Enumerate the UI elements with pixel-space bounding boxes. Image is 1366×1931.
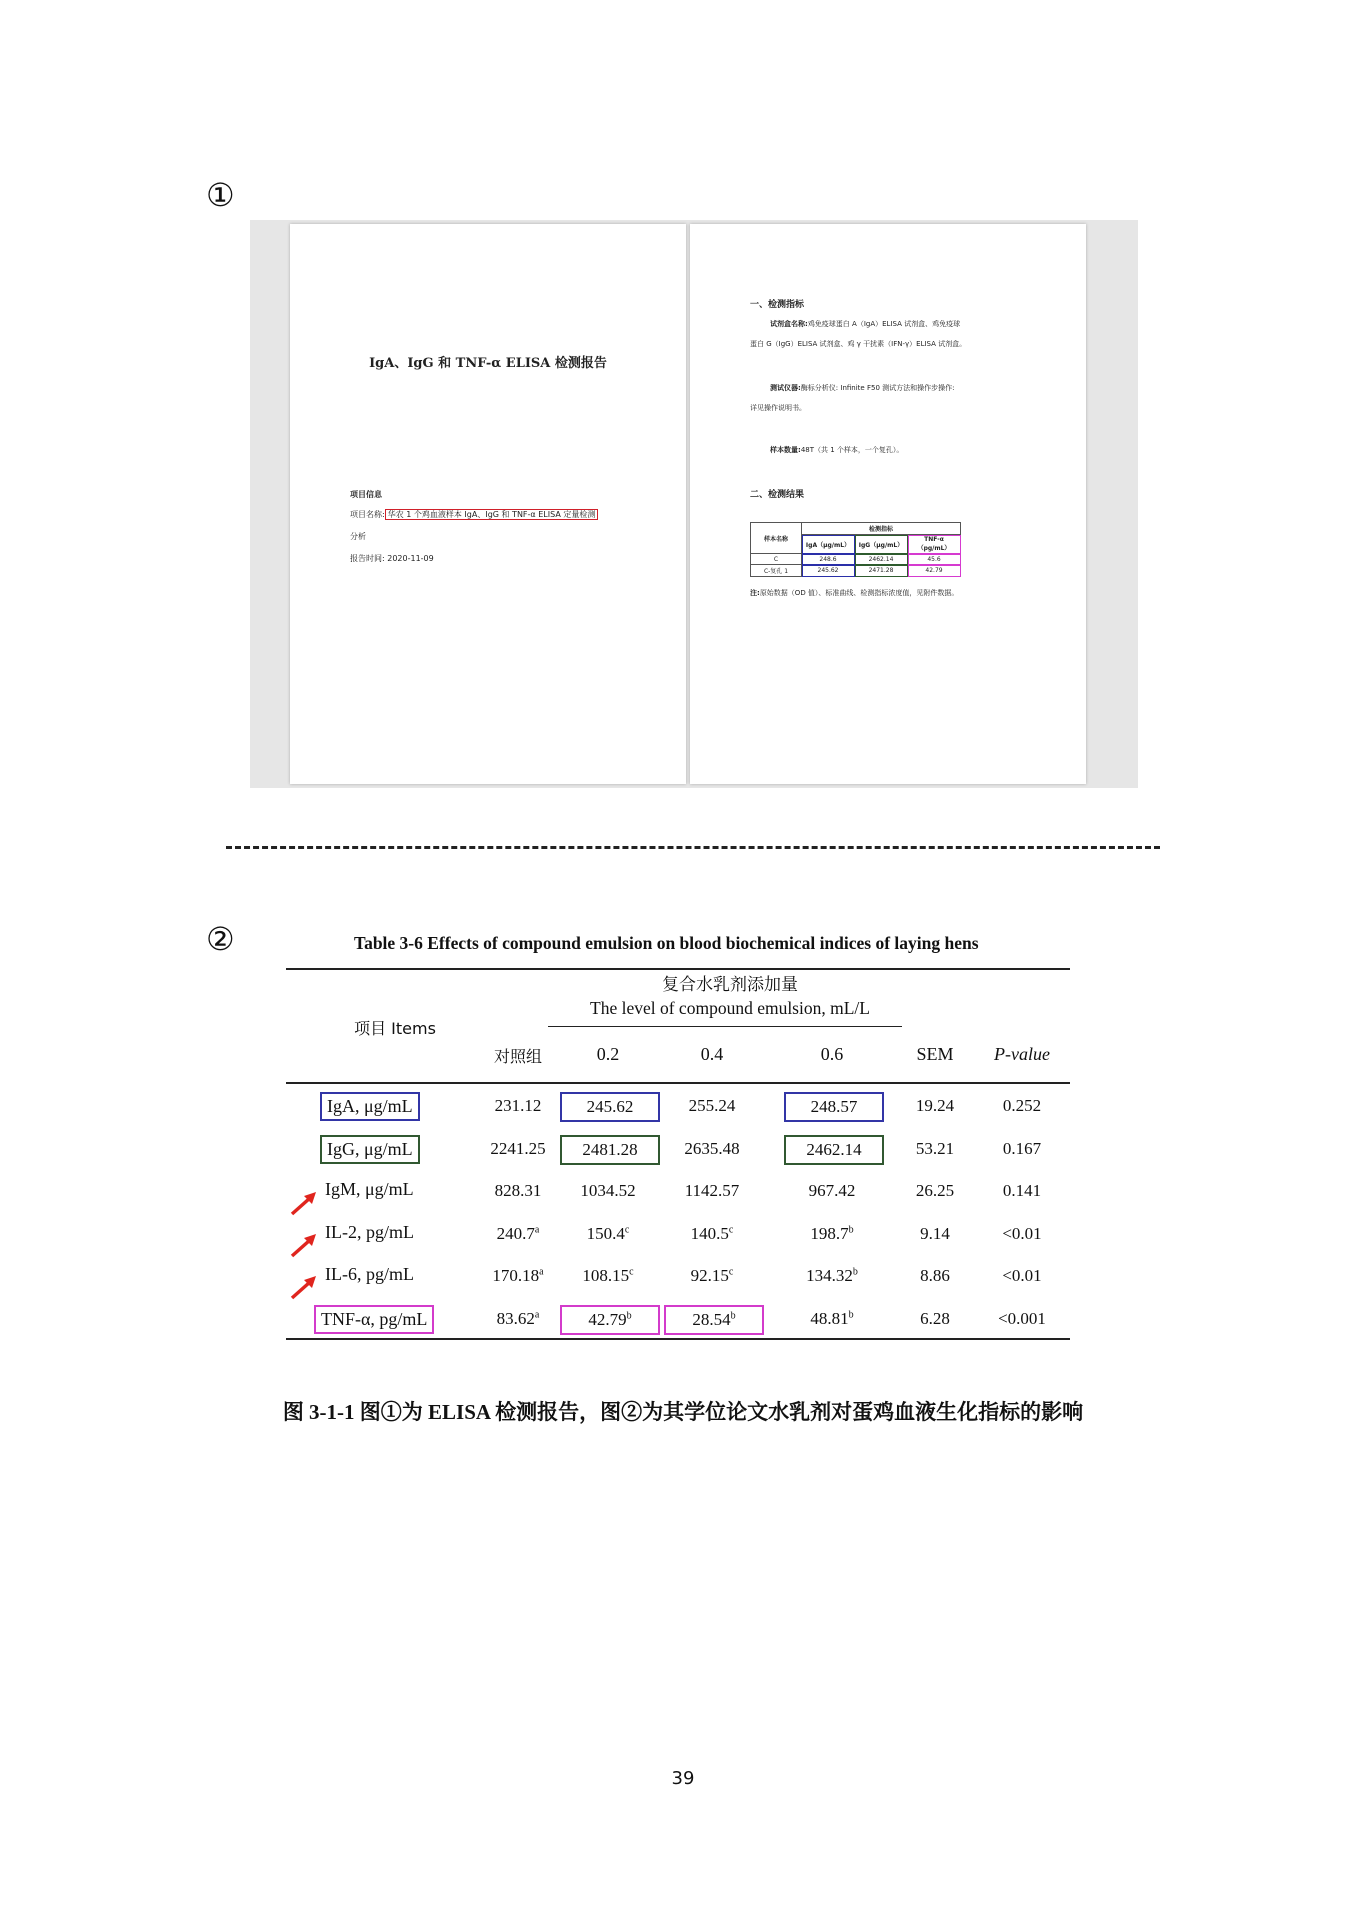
items-header: 项目 Items [354, 1019, 436, 1038]
significance-superscript: c [728, 1223, 734, 1235]
sample-text: 48T（共 1 个样本，一个复孔）。 [800, 446, 904, 454]
cell: 45.6 [908, 554, 961, 565]
instrument-label: 测试仪器: [770, 384, 801, 392]
significance-superscript: a [534, 1223, 540, 1235]
cell-value: 1142.57 [684, 1181, 740, 1200]
cell-value: 26.25 [915, 1181, 955, 1200]
cell-value: 83.62 [496, 1308, 535, 1328]
table-cell [664, 1266, 760, 1286]
report-time: 报告时间: 2020-11-09 [350, 554, 434, 563]
cell: 2462.14 [855, 554, 908, 565]
table-bottom-rule [286, 1338, 1070, 1340]
level-header: 0.2 [596, 1044, 620, 1064]
table-cell [470, 1266, 566, 1286]
table-row [751, 554, 961, 565]
row-label: TNF-α, pg/mL [314, 1305, 434, 1334]
red-arrow-icon [290, 1232, 320, 1258]
red-arrow-icon [290, 1190, 320, 1216]
project-name-cont: 分析 [350, 532, 366, 541]
significance-superscript: c [629, 1266, 634, 1278]
row-label: IgM, μg/mL [325, 1179, 414, 1199]
note-line [750, 589, 958, 597]
sample-label: 样本数量: [770, 446, 801, 454]
cell-value: 8.86 [920, 1266, 950, 1285]
sample-line [770, 446, 903, 454]
table-cell [784, 1135, 884, 1165]
cell: 2471.28 [855, 565, 908, 577]
table-cell [976, 1096, 1068, 1116]
table-cell [896, 1224, 974, 1244]
table-header-rule [286, 1082, 1070, 1084]
cell-value: 828.31 [494, 1181, 542, 1200]
row-label: IL-2, pg/mL [325, 1221, 414, 1242]
table-cell [896, 1181, 974, 1201]
table-cell [664, 1224, 760, 1244]
row-label: IL-6, pg/mL [325, 1264, 414, 1284]
cell-value: 134.32 [806, 1266, 853, 1285]
table-row [751, 565, 961, 577]
pvalue-header [976, 1044, 1068, 1065]
table-cell [560, 1092, 660, 1122]
significance-superscript: b [626, 1309, 632, 1321]
significance-superscript: c [624, 1223, 630, 1235]
significance-superscript: c [728, 1266, 734, 1278]
cell-value: 2481.28 [582, 1139, 638, 1159]
report-cover-page [290, 224, 686, 784]
figure-caption: 图 3-1-1 图①为 ELISA 检测报告，图②为其学位论文水乳剂对蛋鸡血液生化指标的影响 [282, 1400, 1084, 1424]
page-number: 39 [671, 1768, 695, 1789]
significance-superscript: a [539, 1266, 544, 1278]
divider-dashed-line [226, 846, 1160, 849]
cell-value: 140.5 [690, 1223, 729, 1243]
table-cell [784, 1224, 880, 1244]
sample-header: 样本名称 [751, 523, 802, 554]
table-cell [560, 1266, 656, 1286]
cell-value: 240.7 [496, 1223, 535, 1243]
cell-value: 231.12 [494, 1096, 542, 1115]
table-cell [664, 1181, 760, 1201]
significance-superscript: b [852, 1266, 858, 1278]
instrument-line-2: 详见操作说明书。 [750, 404, 806, 412]
table-cell [784, 1266, 880, 1286]
cell: 42.79 [908, 565, 961, 577]
control-header: 对照组 [493, 1047, 542, 1066]
significance-superscript: b [730, 1309, 736, 1321]
cell-value: 19.24 [915, 1096, 955, 1115]
col-tnf: TNF-α（pg/mL） [908, 535, 961, 554]
kit-text-1: 鸡免疫球蛋白 A（IgA）ELISA 试剂盒、鸡免疫球 [807, 320, 961, 328]
cell-value: 0.252 [1002, 1096, 1042, 1115]
cell-value: 0.141 [1002, 1181, 1042, 1200]
kit-line-2: 蛋白 G（IgG）ELISA 试剂盒、鸡 γ 干扰素（IFN-γ）ELISA 试剂盒。 [750, 340, 967, 348]
cell-value: <0.01 [1002, 1266, 1042, 1285]
cell-value: <0.01 [1002, 1223, 1042, 1243]
level-header: 0.4 [700, 1044, 724, 1064]
significance-superscript: b [848, 1223, 854, 1235]
cell: 248.6 [802, 554, 855, 565]
cell-value: 255.24 [688, 1096, 736, 1115]
group-header: 检测指标 [802, 523, 961, 535]
table-cell [664, 1139, 760, 1159]
project-name-label: 项目名称: [350, 510, 385, 519]
instrument-text-1: 酶标分析仪: Infinite F50 测试方法和操作步操作: [800, 384, 955, 392]
table-cell [560, 1224, 656, 1244]
col-iga: IgA（μg/mL） [802, 535, 855, 554]
row-name: C-复孔 1 [751, 565, 802, 577]
cell-value: 53.21 [915, 1138, 955, 1158]
note-label: 注: [750, 589, 760, 597]
project-info-heading: 项目信息 [350, 490, 382, 499]
section1-heading: 一、检测指标 [750, 300, 805, 310]
significance-superscript: a [534, 1308, 540, 1320]
cell-value: 42.79 [588, 1309, 627, 1329]
row-name: C [751, 554, 802, 565]
note-text: 原始数据（OD 值）、标准曲线、检测指标浓度值，见附件数据。 [759, 589, 959, 597]
cell-value: 1034.52 [580, 1181, 636, 1200]
table-cell [664, 1305, 764, 1335]
level-header-en: The level of compound emulsion, mL/L [590, 998, 870, 1018]
cell-value: 28.54 [692, 1309, 731, 1329]
report-results-page [690, 224, 1086, 784]
pvalue-label: P-value [994, 1044, 1050, 1064]
row-label: IgG, μg/mL [320, 1135, 420, 1164]
cell-value: 248.57 [810, 1097, 858, 1116]
table-cell [896, 1139, 974, 1159]
level-header: 0.6 [820, 1044, 844, 1064]
cell-value: 245.62 [586, 1097, 634, 1116]
cell-value: <0.001 [998, 1308, 1046, 1328]
cell-value: 48.81 [810, 1308, 849, 1328]
cell-value: 92.15 [690, 1266, 729, 1285]
table-cell [896, 1266, 974, 1286]
cell: 245.62 [802, 565, 855, 577]
instrument-line-1 [770, 384, 954, 392]
table-cell [560, 1305, 660, 1335]
table-cell [470, 1181, 566, 1201]
project-name-line [350, 510, 598, 520]
cell-value: 2462.14 [806, 1139, 862, 1159]
table-cell [896, 1096, 974, 1116]
cell-value: 198.7 [810, 1223, 849, 1243]
col-igg: IgG（μg/mL） [855, 535, 908, 554]
table-cell [470, 1224, 566, 1244]
table-cell [664, 1096, 760, 1116]
project-name-highlight: 华农 1 个鸡血液样本 IgA、IgG 和 TNF-α ELISA 定量检测 [385, 509, 599, 520]
cell-value: 2635.48 [684, 1138, 740, 1158]
row-label: IgA, μg/mL [320, 1092, 420, 1121]
table-cell [784, 1181, 880, 1201]
table-cell [784, 1092, 884, 1122]
figure1-marker: ① [206, 176, 235, 214]
table-cell [976, 1181, 1068, 1201]
table-cell [976, 1309, 1068, 1329]
scanned-report-image [250, 220, 1138, 788]
table-cell [976, 1139, 1068, 1159]
table-title: Table 3-6 Effects of compound emulsion on blood biochemical indices of laying hens [354, 933, 979, 953]
table-cell [470, 1139, 566, 1159]
table-cell [784, 1309, 880, 1329]
report-title: IgA、IgG 和 TNF-α ELISA 检测报告 [369, 356, 607, 371]
elisa-results-table [750, 522, 961, 577]
table-cell [560, 1181, 656, 1201]
level-header-rule [548, 1026, 902, 1027]
cell-value: 0.167 [1002, 1138, 1042, 1158]
table-cell [470, 1096, 566, 1116]
table-cell [470, 1309, 566, 1329]
table-cell [976, 1224, 1068, 1244]
red-arrow-icon [290, 1274, 320, 1300]
cell-value: 170.18 [492, 1266, 540, 1285]
cell-value: 108.15 [582, 1266, 630, 1285]
cell-value: 150.4 [586, 1223, 625, 1243]
figure2-marker: ② [206, 920, 235, 958]
section2-heading: 二、检测结果 [750, 490, 805, 500]
significance-superscript: b [848, 1308, 854, 1320]
kit-label: 试剂盒名称: [770, 320, 808, 328]
table-cell [976, 1266, 1068, 1286]
kit-line-1 [770, 320, 960, 328]
table-cell [896, 1309, 974, 1329]
cell-value: 9.14 [920, 1223, 950, 1243]
table-cell [560, 1135, 660, 1165]
cell-value: 6.28 [920, 1308, 950, 1328]
sem-header: SEM [916, 1044, 954, 1064]
cell-value: 967.42 [808, 1181, 856, 1200]
cell-value: 2241.25 [490, 1138, 546, 1158]
level-header-cn: 复合水乳剂添加量 [662, 975, 798, 995]
